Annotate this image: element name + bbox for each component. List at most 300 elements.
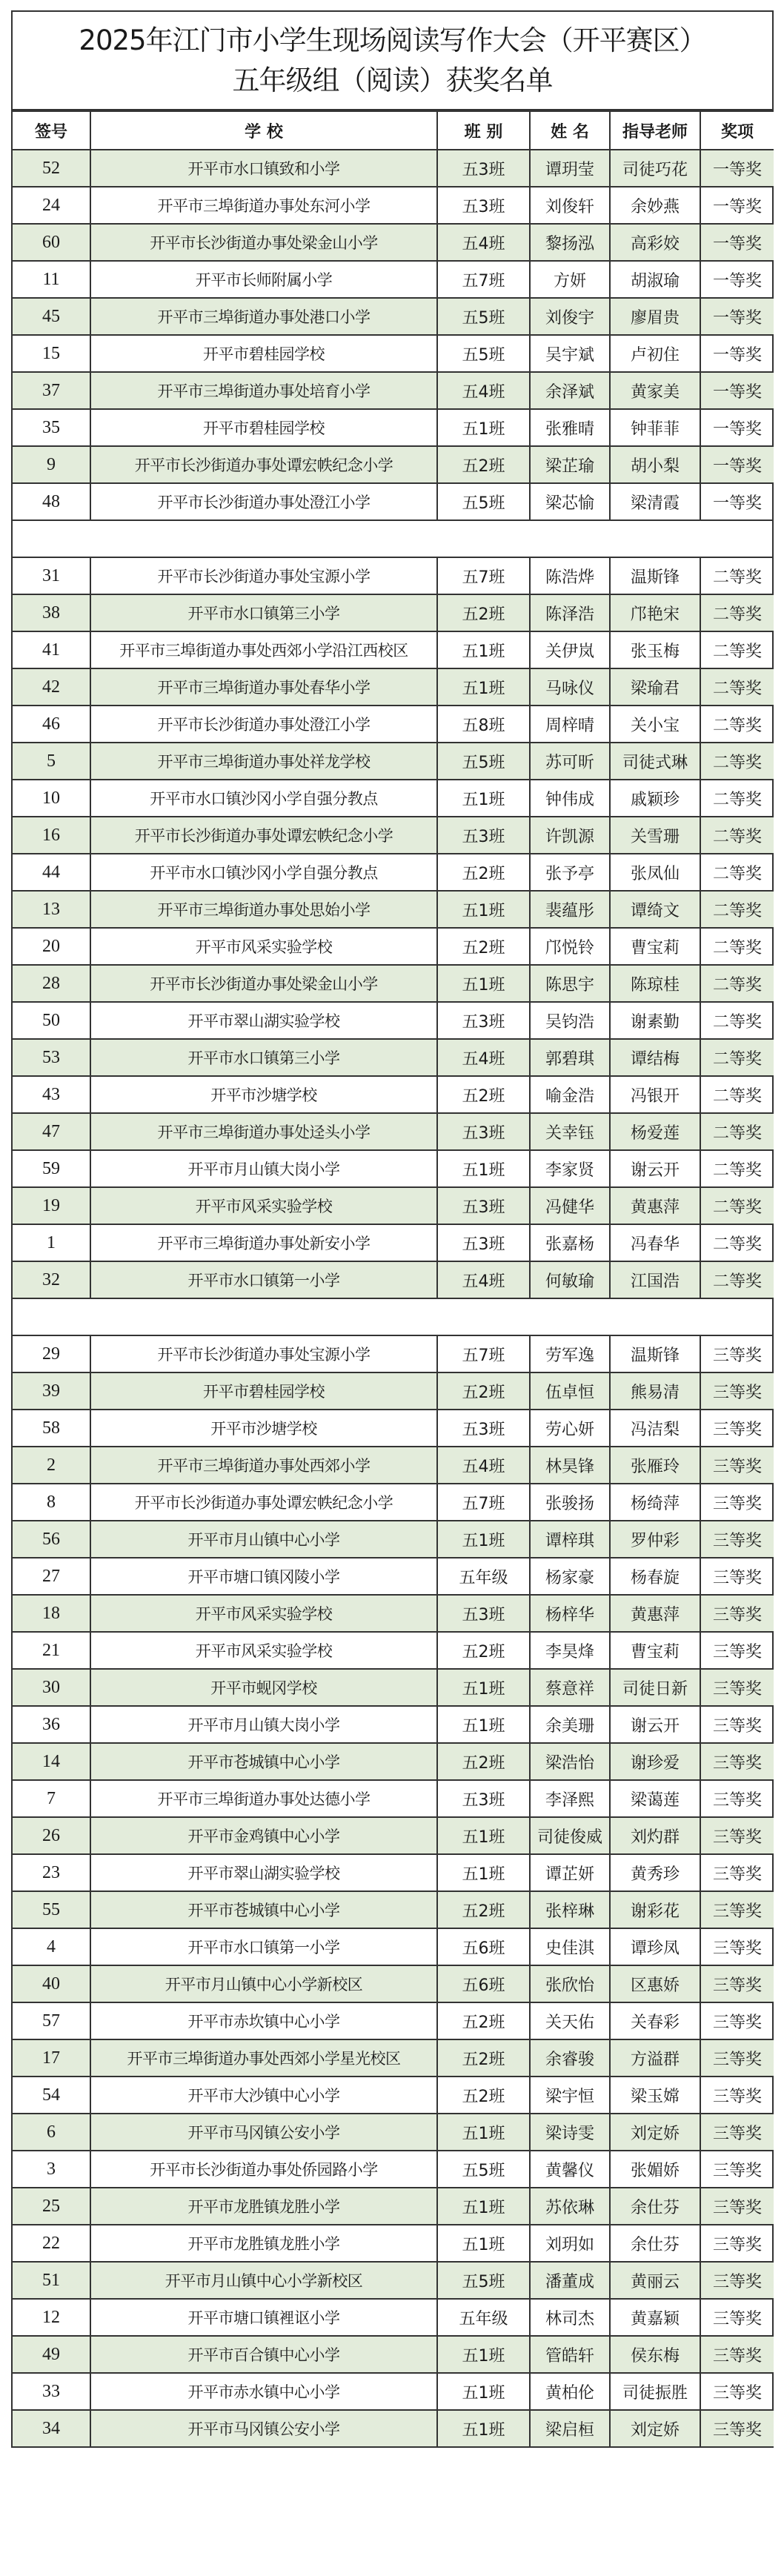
cell-number: 28 [13,965,90,1002]
table-row [13,1261,774,1298]
table-row [13,743,774,780]
cell-number: 59 [13,1150,90,1187]
cell-school: 开平市大沙镇中心小学 [90,2077,437,2114]
cell-school: 开平市三埠街道办事处西郊小学沿江西校区 [90,631,437,668]
cell-student-name: 梁宇恒 [530,2077,610,2114]
cell-number: 23 [13,1854,90,1891]
table-row [13,1817,774,1854]
table-row [13,1521,774,1558]
cell-student-name: 伍卓恒 [530,1372,610,1410]
cell-teacher: 卢初住 [610,335,700,372]
cell-school: 开平市长沙街道办事处宝源小学 [90,1335,437,1372]
cell-class: 五2班 [437,446,530,483]
cell-school: 开平市长沙街道办事处宝源小学 [90,557,437,594]
cell-school: 开平市苍城镇中心小学 [90,1743,437,1780]
cell-student-name: 张梓琳 [530,1891,610,1928]
cell-teacher: 刘定娇 [610,2410,700,2447]
cell-school: 开平市三埠街道办事处西郊小学星光校区 [90,2039,437,2077]
cell-student-name: 史佳淇 [530,1928,610,1965]
table-row [13,2336,774,2373]
cell-award: 一等奖 [700,298,774,335]
table-row [13,1335,774,1372]
cell-number: 39 [13,1372,90,1410]
cell-student-name: 余美珊 [530,1706,610,1743]
cell-award: 三等奖 [700,1780,774,1817]
cell-teacher: 余仕芬 [610,2188,700,2225]
cell-teacher: 司徒振胜 [610,2373,700,2410]
table-row [13,2077,774,2114]
cell-student-name: 关伊岚 [530,631,610,668]
cell-student-name: 余睿骏 [530,2039,610,2077]
cell-student-name: 张骏扬 [530,1484,610,1521]
cell-teacher: 梁清霞 [610,483,700,520]
cell-student-name: 梁芯愉 [530,483,610,520]
cell-teacher: 梁瑜君 [610,668,700,706]
cell-teacher: 司徒式琳 [610,743,700,780]
cell-student-name: 梁启桓 [530,2410,610,2447]
table-row [13,1039,774,1076]
cell-student-name: 李家贤 [530,1150,610,1187]
table-row [13,1928,774,1965]
cell-class: 五1班 [437,891,530,928]
table-row [13,372,774,409]
cell-award: 一等奖 [700,187,774,224]
cell-class: 五7班 [437,557,530,594]
cell-class: 五1班 [437,2373,530,2410]
cell-number: 42 [13,668,90,706]
table-row [13,1558,774,1595]
table-body [13,150,774,2447]
cell-award: 三等奖 [700,2039,774,2077]
cell-student-name: 关幸钰 [530,1113,610,1150]
table-row [13,817,774,854]
cell-teacher: 刘灼群 [610,1817,700,1854]
cell-award: 二等奖 [700,817,774,854]
cell-number: 20 [13,928,90,965]
cell-student-name: 郭碧琪 [530,1039,610,1076]
cell-class: 五5班 [437,298,530,335]
cell-award: 三等奖 [700,1632,774,1669]
cell-award: 三等奖 [700,2225,774,2262]
table-row [13,1632,774,1669]
document-title [13,12,772,110]
cell-student-name: 马咏仪 [530,668,610,706]
cell-class: 五8班 [437,706,530,743]
cell-teacher: 黄嘉颖 [610,2299,700,2336]
cell-award: 二等奖 [700,1187,774,1224]
cell-school: 开平市碧桂园学校 [90,1372,437,1410]
cell-number: 47 [13,1113,90,1150]
cell-school: 开平市长沙街道办事处梁金山小学 [90,224,437,261]
table-row [13,1150,774,1187]
cell-award: 一等奖 [700,224,774,261]
cell-student-name: 陈浩烨 [530,557,610,594]
cell-teacher: 司徒巧花 [610,150,700,187]
cell-class: 五1班 [437,2225,530,2262]
cell-award: 三等奖 [700,1335,774,1372]
cell-teacher: 梁蔼莲 [610,1780,700,1817]
cell-award: 三等奖 [700,2114,774,2151]
cell-teacher: 刘定娇 [610,2114,700,2151]
award-list-document [11,10,774,2448]
cell-teacher: 曹宝莉 [610,1632,700,1669]
cell-school: 开平市长师附属小学 [90,261,437,298]
cell-number: 17 [13,2039,90,2077]
table-row [13,2188,774,2225]
section-separator [13,1298,774,1335]
table-row [13,854,774,891]
cell-number: 22 [13,2225,90,2262]
cell-number: 52 [13,150,90,187]
cell-student-name: 管皓轩 [530,2336,610,2373]
cell-teacher: 曹宝莉 [610,928,700,965]
cell-class: 五2班 [437,2002,530,2039]
cell-class: 五2班 [437,594,530,631]
cell-class: 五2班 [437,1372,530,1410]
cell-class: 五5班 [437,483,530,520]
cell-number: 56 [13,1521,90,1558]
cell-student-name: 司徒俊威 [530,1817,610,1854]
cell-award: 三等奖 [700,2336,774,2373]
table-row [13,1965,774,2002]
table-row [13,1854,774,1891]
cell-class: 五2班 [437,1076,530,1113]
cell-number: 58 [13,1410,90,1447]
cell-number: 16 [13,817,90,854]
cell-school: 开平市风采实验学校 [90,1595,437,1632]
table-row [13,1780,774,1817]
cell-award: 三等奖 [700,1521,774,1558]
cell-class: 五1班 [437,2188,530,2225]
cell-school: 开平市马冈镇公安小学 [90,2410,437,2447]
col-header-school: 学 校 [90,111,437,150]
cell-teacher: 谢珍爱 [610,1743,700,1780]
cell-school: 开平市碧桂园学校 [90,409,437,446]
cell-number: 26 [13,1817,90,1854]
cell-award: 三等奖 [700,1891,774,1928]
table-row [13,1447,774,1484]
table-row [13,224,774,261]
cell-school: 开平市水口镇第一小学 [90,1261,437,1298]
table-row [13,594,774,631]
col-header-class: 班 别 [437,111,530,150]
cell-class: 五3班 [437,187,530,224]
cell-school: 开平市月山镇中心小学 [90,1521,437,1558]
cell-class: 五2班 [437,1891,530,1928]
cell-teacher: 杨爱莲 [610,1113,700,1150]
cell-class: 五3班 [437,817,530,854]
cell-class: 五2班 [437,854,530,891]
cell-number: 19 [13,1187,90,1224]
cell-number: 41 [13,631,90,668]
table-row [13,2373,774,2410]
cell-number: 57 [13,2002,90,2039]
cell-award: 二等奖 [700,891,774,928]
cell-school: 开平市苍城镇中心小学 [90,1891,437,1928]
cell-student-name: 李泽熙 [530,1780,610,1817]
cell-award: 三等奖 [700,2262,774,2299]
table-row [13,1595,774,1632]
table-row [13,780,774,817]
cell-student-name: 许凯源 [530,817,610,854]
cell-number: 1 [13,1224,90,1261]
cell-award: 一等奖 [700,150,774,187]
cell-award: 三等奖 [700,2077,774,2114]
cell-teacher: 黄家美 [610,372,700,409]
cell-award: 三等奖 [700,1484,774,1521]
cell-award: 三等奖 [700,1965,774,2002]
cell-school: 开平市长沙街道办事处澄江小学 [90,706,437,743]
cell-student-name: 吴宇斌 [530,335,610,372]
table-row [13,668,774,706]
cell-number: 55 [13,1891,90,1928]
cell-school: 开平市水口镇致和小学 [90,150,437,187]
cell-school: 开平市长沙街道办事处梁金山小学 [90,965,437,1002]
cell-number: 31 [13,557,90,594]
cell-teacher: 江国浩 [610,1261,700,1298]
cell-number: 50 [13,1002,90,1039]
cell-class: 五4班 [437,1039,530,1076]
cell-teacher: 谭结梅 [610,1039,700,1076]
cell-class: 五1班 [437,1706,530,1743]
cell-number: 9 [13,446,90,483]
cell-school: 开平市三埠街道办事处春华小学 [90,668,437,706]
cell-number: 44 [13,854,90,891]
cell-school: 开平市长沙街道办事处谭宏帙纪念小学 [90,446,437,483]
cell-school: 开平市水口镇沙冈小学自强分教点 [90,780,437,817]
cell-student-name: 方妍 [530,261,610,298]
cell-class: 五7班 [437,1335,530,1372]
cell-class: 五1班 [437,631,530,668]
table-row [13,1076,774,1113]
table-row [13,1410,774,1447]
cell-award: 二等奖 [700,1002,774,1039]
separator-cell [13,1298,774,1335]
cell-award: 三等奖 [700,1928,774,1965]
cell-student-name: 谭梓琪 [530,1521,610,1558]
cell-number: 33 [13,2373,90,2410]
cell-student-name: 张欣怡 [530,1965,610,2002]
cell-award: 二等奖 [700,1150,774,1187]
cell-award: 一等奖 [700,483,774,520]
cell-student-name: 杨梓华 [530,1595,610,1632]
cell-school: 开平市百合镇中心小学 [90,2336,437,2373]
cell-teacher: 关雪珊 [610,817,700,854]
cell-teacher: 罗仲彩 [610,1521,700,1558]
title-line-2: 五年级组（阅读）获奖名单 [232,64,553,96]
cell-number: 48 [13,483,90,520]
cell-class: 五3班 [437,1187,530,1224]
cell-award: 三等奖 [700,1817,774,1854]
table-row [13,2151,774,2188]
cell-teacher: 胡小梨 [610,446,700,483]
cell-teacher: 陈琼桂 [610,965,700,1002]
cell-student-name: 黄柏伦 [530,2373,610,2410]
cell-teacher: 熊易清 [610,1372,700,1410]
cell-teacher: 谢彩花 [610,1891,700,1928]
cell-class: 五年级 [437,1558,530,1595]
cell-class: 五7班 [437,261,530,298]
cell-school: 开平市蚬冈学校 [90,1669,437,1706]
cell-school: 开平市长沙街道办事处侨园路小学 [90,2151,437,2188]
cell-class: 五4班 [437,1447,530,1484]
cell-school: 开平市长沙街道办事处谭宏帙纪念小学 [90,817,437,854]
cell-class: 五1班 [437,1669,530,1706]
cell-school: 开平市三埠街道办事处港口小学 [90,298,437,335]
cell-student-name: 苏依琳 [530,2188,610,2225]
cell-school: 开平市马冈镇公安小学 [90,2114,437,2151]
table-row [13,187,774,224]
table-row [13,1187,774,1224]
cell-award: 二等奖 [700,1076,774,1113]
cell-student-name: 余泽斌 [530,372,610,409]
cell-student-name: 刘玥如 [530,2225,610,2262]
cell-class: 五5班 [437,2151,530,2188]
cell-class: 五1班 [437,2410,530,2447]
cell-class: 五1班 [437,1854,530,1891]
cell-student-name: 梁浩怡 [530,1743,610,1780]
cell-number: 11 [13,261,90,298]
cell-student-name: 钟伟成 [530,780,610,817]
cell-teacher: 方溢群 [610,2039,700,2077]
table-row [13,1224,774,1261]
table-row [13,706,774,743]
cell-teacher: 冯洁梨 [610,1410,700,1447]
cell-school: 开平市水口镇第三小学 [90,594,437,631]
cell-class: 五2班 [437,2039,530,2077]
cell-school: 开平市三埠街道办事处培育小学 [90,372,437,409]
cell-student-name: 谭芷妍 [530,1854,610,1891]
cell-class: 五3班 [437,1113,530,1150]
cell-student-name: 蔡意祥 [530,1669,610,1706]
cell-number: 24 [13,187,90,224]
cell-number: 13 [13,891,90,928]
cell-teacher: 邝艳宋 [610,594,700,631]
cell-student-name: 李昊烽 [530,1632,610,1669]
table-row [13,1484,774,1521]
cell-teacher: 张凤仙 [610,854,700,891]
table-row [13,928,774,965]
col-header-teacher: 指导老师 [610,111,700,150]
cell-student-name: 张嘉杨 [530,1224,610,1261]
cell-award: 三等奖 [700,2410,774,2447]
table-row [13,965,774,1002]
cell-student-name: 张予亭 [530,854,610,891]
cell-class: 五4班 [437,224,530,261]
cell-school: 开平市月山镇中心小学新校区 [90,2262,437,2299]
cell-class: 五1班 [437,1521,530,1558]
cell-school: 开平市金鸡镇中心小学 [90,1817,437,1854]
cell-number: 7 [13,1780,90,1817]
table-row [13,335,774,372]
cell-school: 开平市沙塘学校 [90,1410,437,1447]
cell-student-name: 劳军逸 [530,1335,610,1372]
cell-number: 40 [13,1965,90,2002]
cell-school: 开平市三埠街道办事处西郊小学 [90,1447,437,1484]
cell-teacher: 关春彩 [610,2002,700,2039]
cell-award: 一等奖 [700,261,774,298]
cell-class: 五3班 [437,1595,530,1632]
cell-school: 开平市龙胜镇龙胜小学 [90,2188,437,2225]
table-row [13,1743,774,1780]
cell-award: 二等奖 [700,743,774,780]
cell-number: 14 [13,1743,90,1780]
table-row [13,891,774,928]
cell-student-name: 刘俊宇 [530,298,610,335]
cell-student-name: 谭玥莹 [530,150,610,187]
cell-number: 45 [13,298,90,335]
cell-teacher: 张玉梅 [610,631,700,668]
cell-award: 二等奖 [700,965,774,1002]
cell-class: 五3班 [437,1780,530,1817]
cell-number: 3 [13,2151,90,2188]
cell-student-name: 陈泽浩 [530,594,610,631]
cell-class: 五2班 [437,1743,530,1780]
cell-award: 二等奖 [700,928,774,965]
table-header-row [13,111,774,150]
cell-class: 五1班 [437,1150,530,1187]
cell-student-name: 梁诗雯 [530,2114,610,2151]
cell-class: 五3班 [437,150,530,187]
cell-class: 五5班 [437,335,530,372]
cell-class: 五1班 [437,668,530,706]
cell-school: 开平市三埠街道办事处新安小学 [90,1224,437,1261]
cell-student-name: 裴蕴彤 [530,891,610,928]
cell-number: 60 [13,224,90,261]
cell-teacher: 钟菲菲 [610,409,700,446]
cell-student-name: 劳心妍 [530,1410,610,1447]
cell-teacher: 谢素勤 [610,1002,700,1039]
cell-award: 三等奖 [700,2002,774,2039]
cell-award: 二等奖 [700,1039,774,1076]
table-row [13,1891,774,1928]
table-row [13,1669,774,1706]
cell-number: 21 [13,1632,90,1669]
cell-class: 五6班 [437,1965,530,2002]
cell-class: 五3班 [437,1002,530,1039]
cell-student-name: 林昊锋 [530,1447,610,1484]
cell-teacher: 温斯锋 [610,557,700,594]
table-row [13,2039,774,2077]
cell-school: 开平市赤坎镇中心小学 [90,2002,437,2039]
cell-number: 15 [13,335,90,372]
cell-teacher: 高彩姣 [610,224,700,261]
cell-class: 五5班 [437,743,530,780]
cell-school: 开平市风采实验学校 [90,1632,437,1669]
cell-school: 开平市风采实验学校 [90,928,437,965]
cell-teacher: 冯银开 [610,1076,700,1113]
cell-teacher: 廖眉贵 [610,298,700,335]
table-row [13,446,774,483]
cell-award: 三等奖 [700,2373,774,2410]
cell-award: 二等奖 [700,1261,774,1298]
cell-teacher: 黄秀珍 [610,1854,700,1891]
cell-award: 三等奖 [700,1743,774,1780]
cell-award: 三等奖 [700,2188,774,2225]
col-header-award: 奖项 [700,111,774,150]
cell-student-name: 梁芷瑜 [530,446,610,483]
cell-award: 一等奖 [700,446,774,483]
cell-student-name: 张雅晴 [530,409,610,446]
cell-number: 18 [13,1595,90,1632]
cell-number: 27 [13,1558,90,1595]
cell-teacher: 黄丽云 [610,2262,700,2299]
cell-school: 开平市三埠街道办事处迳头小学 [90,1113,437,1150]
cell-number: 36 [13,1706,90,1743]
cell-class: 五1班 [437,965,530,1002]
cell-number: 6 [13,2114,90,2151]
cell-class: 五1班 [437,2114,530,2151]
